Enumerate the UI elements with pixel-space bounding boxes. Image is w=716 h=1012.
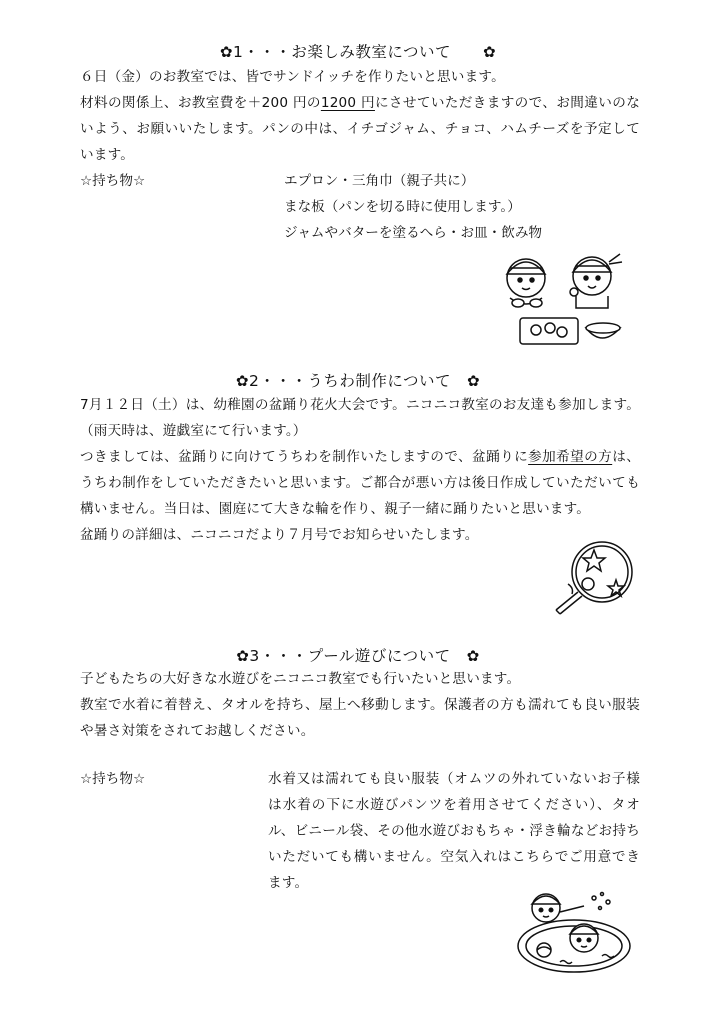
uchiwa-fan-illustration — [550, 540, 640, 616]
section-1-items-label: ☆持ち物☆ — [80, 173, 146, 189]
section-2-paragraph-3: 盆踊りの詳細は、ニコニコだより７月号でお知らせいたします。 — [80, 527, 479, 543]
section-1-items-list — [284, 168, 542, 246]
section-1-title: ✿1・・・お楽しみ教室について ✿ — [219, 43, 497, 61]
children-cooking-illustration — [496, 248, 630, 350]
flower-icon: ✿ — [236, 647, 250, 665]
children-pool-illustration — [514, 886, 636, 976]
flower-icon: ✿ — [235, 372, 249, 390]
section-3-paragraph-1: 子どもたちの大好きな水遊びをニコニコ教室でも行いたいと思います。 — [80, 671, 521, 687]
section-3-items-label: ☆持ち物☆ — [80, 771, 146, 787]
section-3-items-text: 水着又は濡れても良い服装（オムツの外れていないお子様は水着の下に水遊びパンツを着用させてください）、タオル、ビニール袋、その他水遊びおもちゃ・浮き輪などお持ちいただいても構いません。空気入れはこちらでご用意できます。 — [268, 771, 640, 891]
section-2-title: ✿2・・・うちわ制作について ✿ — [235, 372, 481, 390]
section-1-lead: ６日（金）のお教室では、皆でサンドイッチを作りたいと思います。 — [80, 69, 505, 85]
list-item: まな板（パンを切る時に使用します。） — [284, 199, 521, 215]
flower-icon: ✿ — [219, 43, 233, 61]
section-3-body — [80, 666, 640, 744]
flower-icon: ✿ — [466, 647, 480, 665]
list-item: エプロン・三角巾（親子共に） — [284, 173, 475, 189]
fee-underlined: 1200 円 — [320, 95, 375, 111]
participation-underlined: 参加希望の方 — [528, 449, 613, 465]
section-3-title: ✿3・・・プール遊びについて ✿ — [236, 647, 480, 665]
flower-icon: ✿ — [483, 43, 497, 61]
section-2-paragraph-1: 7月１２日（土）は、幼稚園の盆踊り花火大会です。ニコニコ教室のお友達も参加します。（雨天時は、遊戯室にて行います。） — [80, 397, 640, 439]
list-item: ジャムやバターを塗るへら・お皿・飲み物 — [284, 225, 543, 241]
section-2-body — [80, 392, 640, 548]
flower-icon: ✿ — [467, 372, 481, 390]
section-1-body — [80, 64, 640, 168]
section-1-paragraph: 材料の関係上、お教室費を＋200 円の1200 円にさせていただきますので、お間違いのないよう、お願いいたします。パンの中は、イチゴジャム、チョコ、ハムチーズを予定しています。 — [80, 95, 640, 163]
section-3-paragraph-2: 教室で水着に着替え、タオルを持ち、屋上へ移動します。保護者の方も濡れても良い服装や暑さ対策をされてお越しください。 — [80, 697, 640, 739]
section-2-paragraph-2: つきましては、盆踊りに向けてうちわを制作いたしますので、盆踊りに参加希望の方は、うちわ制作をしていただきたいと思います。ご都合が悪い方は後日作成していただいても構いません。当日は、園庭にて大きな輪を作り、親子一緒に踊りたいと思います。 — [80, 449, 640, 517]
